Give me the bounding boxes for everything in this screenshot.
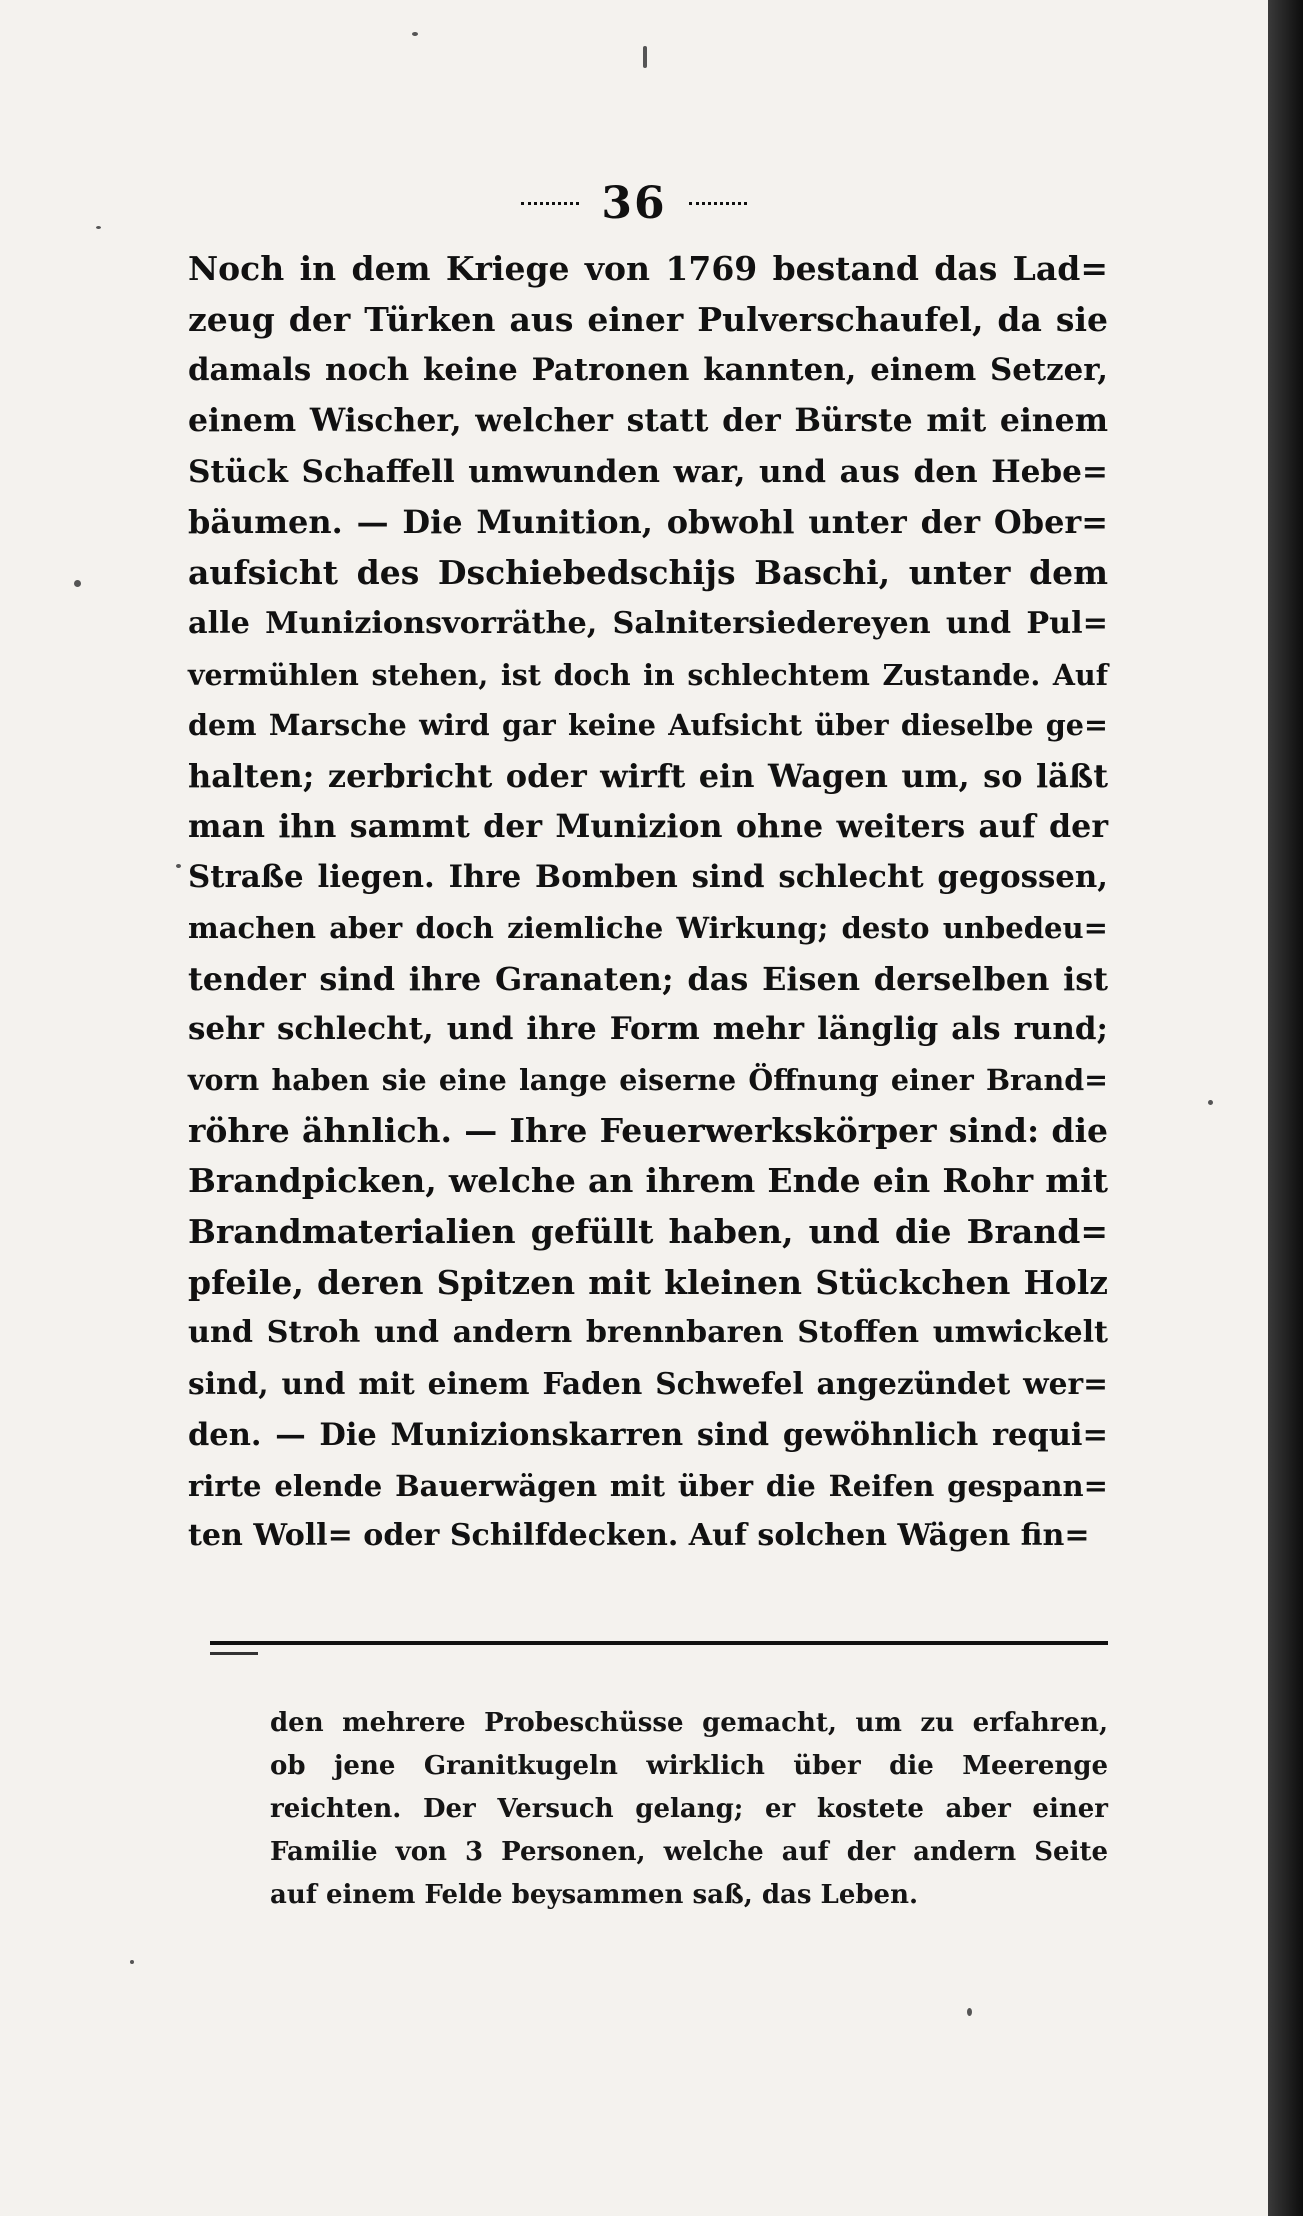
text-line: sehr schlecht, und ihre Form mehr länglig als rund; [188, 1011, 1108, 1048]
scan-speck [130, 1960, 134, 1964]
text-line: Brandpicken, welche an ihrem Ende ein Rohr mit [188, 1161, 1108, 1201]
text-line: Straße liegen. Ihre Bomben sind schlecht gegossen, [188, 859, 1108, 896]
text-line: zeug der Türken aus einer Pulverschaufel, da sie [188, 299, 1108, 339]
footnote-line: ob jene Granitkugeln wirklich über die Meerenge [270, 1751, 1108, 1781]
text-line: den. — Die Munizionskarren sind gewöhnlich requi= [188, 1416, 1108, 1453]
text-line: bäumen. — Die Munition, obwohl unter der Ober= [188, 503, 1108, 542]
text-line: vermühlen stehen, ist doch in schlechtem Zustande. Auf [188, 657, 1108, 692]
text-line: alle Munizionsvorräthe, Salnitersiedereyen und Pul= [188, 605, 1108, 641]
page-number-header [0, 178, 1268, 229]
footnote-rule [210, 1641, 1108, 1645]
footnote-line: reichten. Der Versuch gelang; er kostete aber einer [270, 1794, 1108, 1824]
text-line: aufsicht des Dschiebedschijs Baschi, unter dem [188, 553, 1108, 593]
text-line: machen aber doch ziemliche Wirkung; desto unbedeu= [188, 910, 1108, 945]
text-line: man ihn sammt der Munizion ohne weiters auf der [188, 807, 1108, 845]
footnote-line: Familie von 3 Personen, welche auf der andern Seite [270, 1837, 1108, 1867]
text-line: Noch in dem Kriege von 1769 bestand das Lad= [188, 249, 1108, 288]
footnote-rule-fragment [210, 1652, 258, 1655]
scan-edge [1268, 0, 1303, 2216]
text-line: röhre ähnlich. — Ihre Feuerwerkskörper sind: die [188, 1110, 1108, 1150]
scan-speck [74, 580, 81, 587]
footnote-line: auf einem Felde beysammen saß, das Leben. [270, 1880, 919, 1910]
scan-speck [1208, 1100, 1213, 1105]
text-line: vorn haben sie eine lange eiserne Öffnung einer Brand= [188, 1063, 1108, 1097]
text-line: rirte elende Bauerwägen mit über die Reifen gespann= [188, 1468, 1108, 1503]
text-line: ten Woll= oder Schilfdecken. Auf solchen Wägen fin= [188, 1518, 1090, 1554]
text-line: tender sind ihre Granaten; das Eisen derselben ist [188, 959, 1108, 998]
header-ornament-right [689, 202, 747, 211]
scan-speck [176, 864, 181, 868]
text-line: dem Marsche wird gar keine Aufsicht über dieselbe ge= [188, 708, 1108, 743]
text-line: damals noch keine Patronen kannten, einem Setzer, [188, 352, 1108, 389]
footnote-text [270, 1702, 1108, 1917]
header-ornament-left [521, 202, 579, 211]
page-number: 36 [601, 178, 667, 229]
text-line: Stück Schaffell umwunden war, und aus den Hebe= [188, 453, 1108, 490]
text-line: sind, und mit einem Faden Schwefel angezündet wer= [188, 1366, 1108, 1402]
main-text [188, 244, 1108, 1562]
footnote-line: den mehrere Probeschüsse gemacht, um zu erfahren, [270, 1708, 1108, 1738]
text-line: Brandmaterialien gefüllt haben, und die Brand= [188, 1212, 1108, 1252]
text-line: halten; zerbricht oder wirft ein Wagen um, so läßt [188, 756, 1108, 795]
text-line: und Stroh und andern brennbaren Stoffen umwickelt [188, 1315, 1108, 1351]
text-line: pfeile, deren Spitzen mit kleinen Stückchen Holz [188, 1262, 1108, 1302]
scan-speck [643, 46, 647, 68]
scan-speck [412, 32, 418, 36]
text-line: einem Wischer, welcher statt der Bürste mit einem [188, 402, 1108, 440]
scan-speck [967, 2008, 972, 2016]
